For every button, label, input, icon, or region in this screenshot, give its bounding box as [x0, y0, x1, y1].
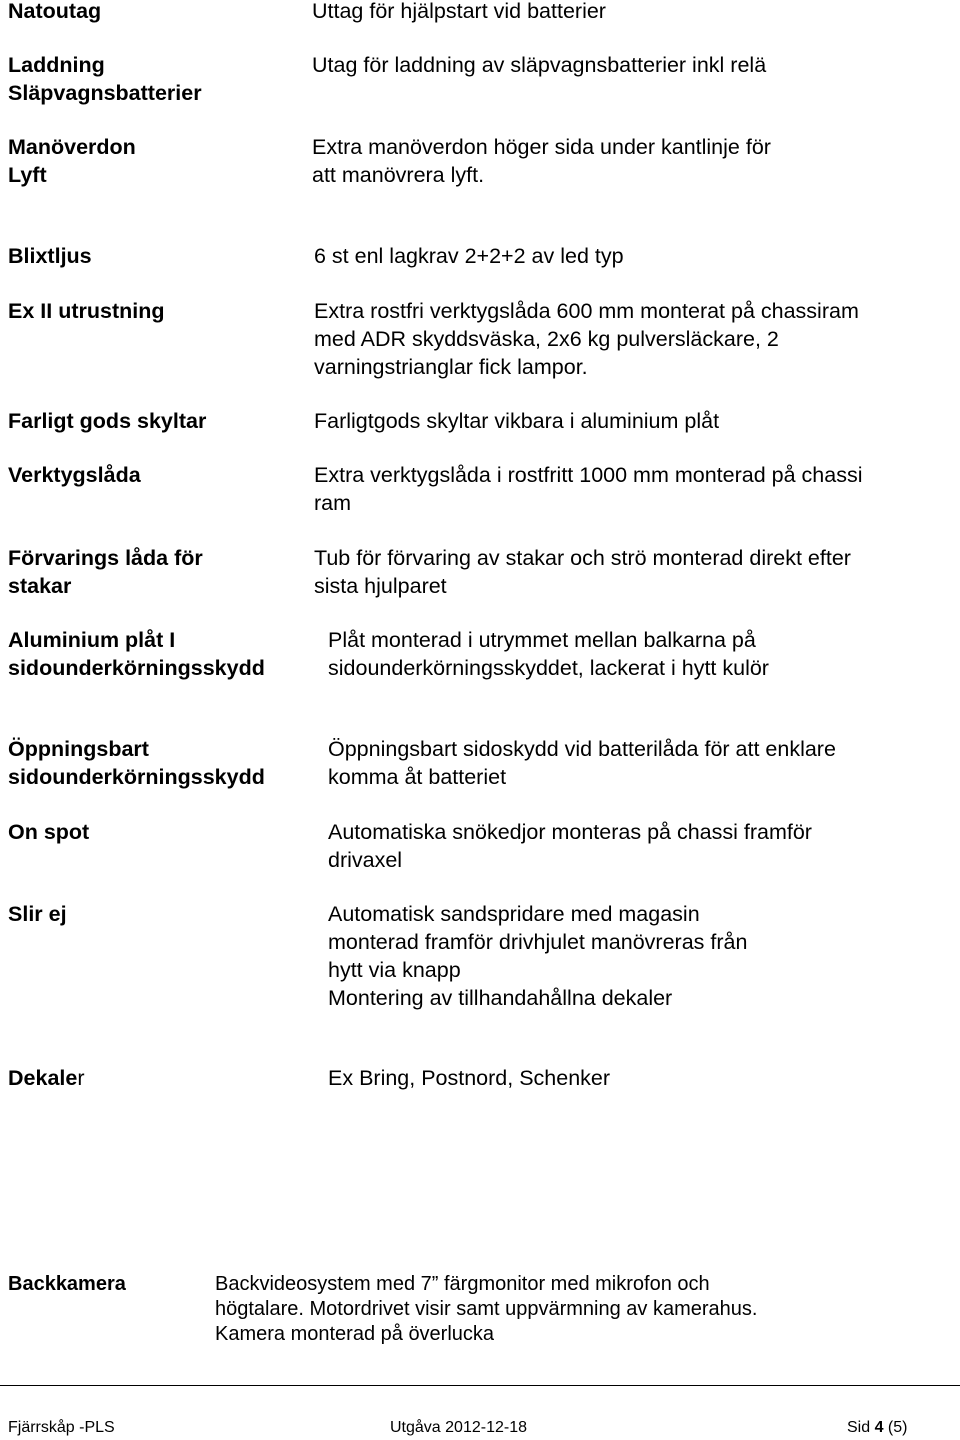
spec-term: Manöverdon Lyft [8, 135, 136, 187]
spec-description: Utag för laddning av släpvagnsbatterier inkl relä [312, 53, 767, 77]
footer-rule [0, 1385, 960, 1386]
footer-edition: Utgåva 2012-12-18 [390, 1419, 527, 1436]
spec-term [8, 1064, 85, 1092]
spec-term: Farligt gods skyltar [8, 409, 207, 433]
spec-term: Laddning Släpvagnsbatterier [8, 53, 202, 105]
spec-description: Automatisk sandspridare med magasin monterad framför drivhjulet manövreras från hytt via knapp Montering av tillhandahållna dekaler [328, 902, 748, 1010]
footer-page-number [847, 1418, 907, 1438]
footer-page-prefix: Sid [847, 1419, 875, 1436]
spec-term: Förvarings låda för stakar [8, 546, 203, 598]
spec-description: Extra verktygslåda i rostfritt 1000 mm monterad på chassi ram [314, 463, 863, 515]
footer-document-name: Fjärrskåp -PLS [8, 1419, 115, 1436]
spec-term: Verktygslåda [8, 463, 141, 487]
spec-description: Extra manöverdon höger sida under kantlinje för att manövrera lyft. [312, 135, 771, 187]
spec-description: Ex Bring, Postnord, Schenker [328, 1066, 611, 1090]
spec-description: Öppningsbart sidoskydd vid batterilåda för att enklare komma åt batteriet [328, 737, 836, 789]
spec-term: Ex II utrustning [8, 299, 165, 323]
spec-term: Blixtljus [8, 244, 92, 268]
spec-description: Tub för förvaring av stakar och strö monterad direkt efter sista hjulparet [314, 546, 851, 598]
spec-description: Farligtgods skyltar vikbara i aluminium plåt [314, 409, 720, 433]
spec-description: Backvideosystem med 7” färgmonitor med mikrofon och högtalare. Motordrivet visir samt uppvärmning av kamerahus. Kamera monterad på överlucka [215, 1273, 758, 1345]
spec-description: Extra rostfri verktygslåda 600 mm monterat på chassiram med ADR skyddsväska, 2x6 kg pulversläckare, 2 varningstrianglar fick lampor. [314, 299, 859, 379]
spec-term: Natoutag [8, 0, 102, 23]
spec-description: Uttag för hjälpstart vid batterier [312, 0, 606, 23]
footer-page-current: 4 [874, 1419, 884, 1436]
spec-description: 6 st enl lagkrav 2+2+2 av led typ [314, 244, 624, 268]
spec-term: Aluminium plåt I sidounderkörningsskydd [8, 628, 265, 680]
footer-page-suffix: (5) [883, 1419, 908, 1436]
spec-term: Slir ej [8, 902, 67, 926]
spec-description: Automatiska snökedjor monteras på chassi framför drivaxel [328, 820, 812, 872]
spec-term: On spot [8, 820, 90, 844]
spec-term-bold: Dekale [8, 1066, 78, 1090]
spec-term: Öppningsbart sidounderkörningsskydd [8, 737, 265, 789]
spec-term: Backkamera [8, 1273, 126, 1295]
spec-description: Plåt monterad i utrymmet mellan balkarna på sidounderkörningsskyddet, lackerat i hytt kulör [328, 628, 769, 680]
spec-term-plain: r [77, 1066, 85, 1090]
